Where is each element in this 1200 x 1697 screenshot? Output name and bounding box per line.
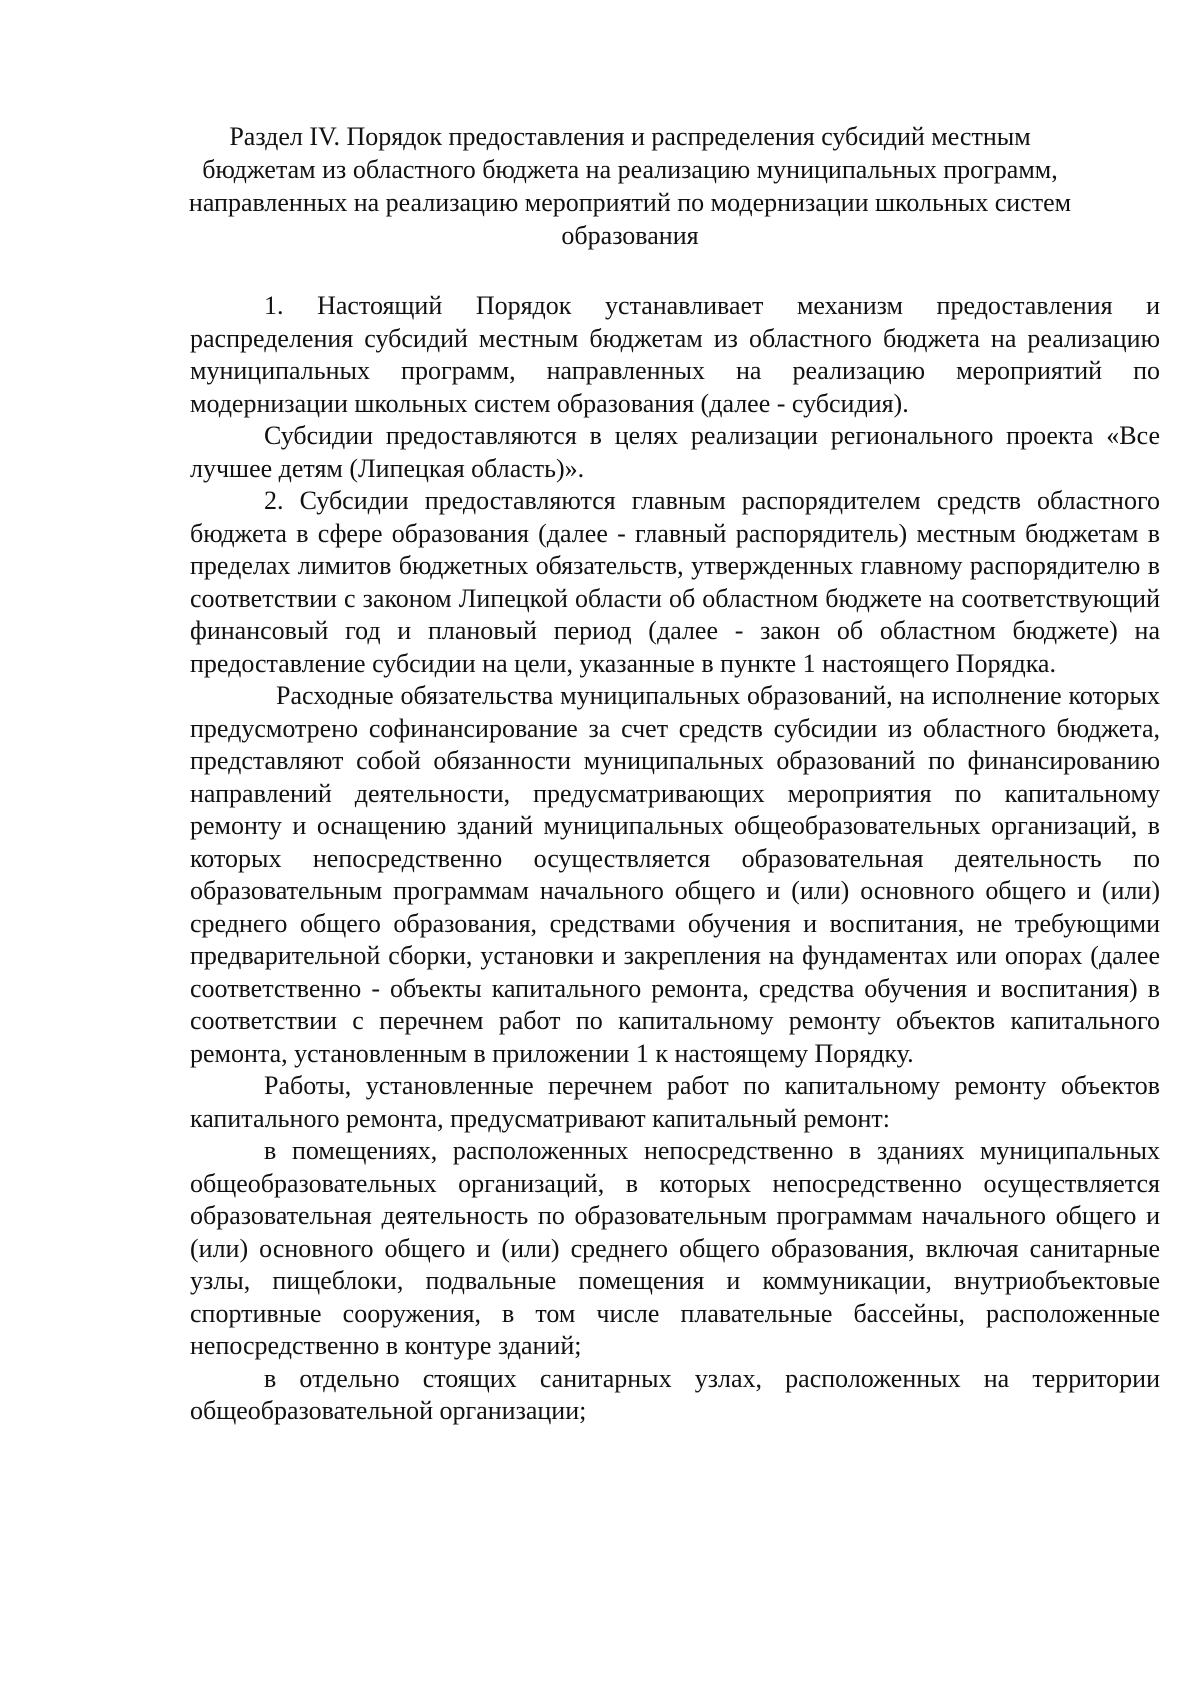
paragraph-project-goal: Субсидии предоставляются в целях реализации регионального проекта «Все лучшее детям (Липецкая область)». [190,421,1160,483]
paragraph-item-1: 1. Настоящий Порядок устанавливает механизм предоставления и распределения субсидий местным бюджетам из областного бюджета на реализацию муниципальных программ, направленных на реализацию мероприятий по модернизации школьных систем образования (далее - субсидия). [190,291,1160,418]
paragraph-spending-obligations: Расходные обязательства муниципальных образований, на исполнение которых предусмотрено софинансирование за счет средств субсидии из областного бюджета, представляют собой обязанности муниципальных образований по финансированию направлений деятельности, предусматривающих мероприятия по капитальному ремонту и оснащению зданий муниципальных общеобразовательных организаций, в которых непосредственно осуществляется образовательная деятельность по образовательным программам начального общего и (или) основного общего и (или) среднего общего образования, средствами обучения и воспитания, не требующими предварительной сборки, установки и закрепления на фундаментах или опорах (далее соответственно - объекты капитального ремонта, средства обучения и воспитания) в соответствии с перечнем работ по капитальному ремонту объектов капитального ремонта, установленным в приложении 1 к настоящему Порядку. [190,681,1160,1068]
section-title [180,120,1080,252]
document-body [190,290,1160,1428]
paragraph-sanitary-units: в отдельно стоящих санитарных узлах, расположенных на территории общеобразовательной организации; [190,1363,1160,1425]
section-title-line: образования [561,221,699,250]
paragraph-item-2: 2. Субсидии предоставляются главным распорядителем средств областного бюджета в сфере образования (далее - главный распорядитель) местным бюджетам в пределах лимитов бюджетных обязательств, утвержденных главному распорядителю в соответствии с законом Липецкой области об областном бюджете на соответствующий финансовый год и плановый период (далее - закон об областном бюджете) на предоставление субсидии на цели, указанные в пункте 1 настоящего Порядка. [190,486,1160,678]
section-title-line: бюджетам из областного бюджета на реализацию муниципальных программ, [202,155,1058,184]
paragraph-works-list: Работы, установленные перечнем работ по капитальному ремонту объектов капитального ремонта, предусматривают капитальный ремонт: [190,1071,1160,1133]
paragraph-premises: в помещениях, расположенных непосредственно в зданиях муниципальных общеобразовательных организаций, в которых непосредственно осуществляется образовательная деятельность по образовательным программам начального общего и (или) основного общего и (или) среднего общего образования, включая санитарные узлы, пищеблоки, подвальные помещения и коммуникации, внутриобъектовые спортивные сооружения, в том числе плавательные бассейны, расположенные непосредственно в контуре зданий; [190,1136,1160,1360]
section-title-line: направленных на реализацию мероприятий по модернизации школьных систем [188,188,1072,217]
section-title-line: Раздел IV. Порядок предоставления и распределения субсидий местным [229,122,1031,151]
